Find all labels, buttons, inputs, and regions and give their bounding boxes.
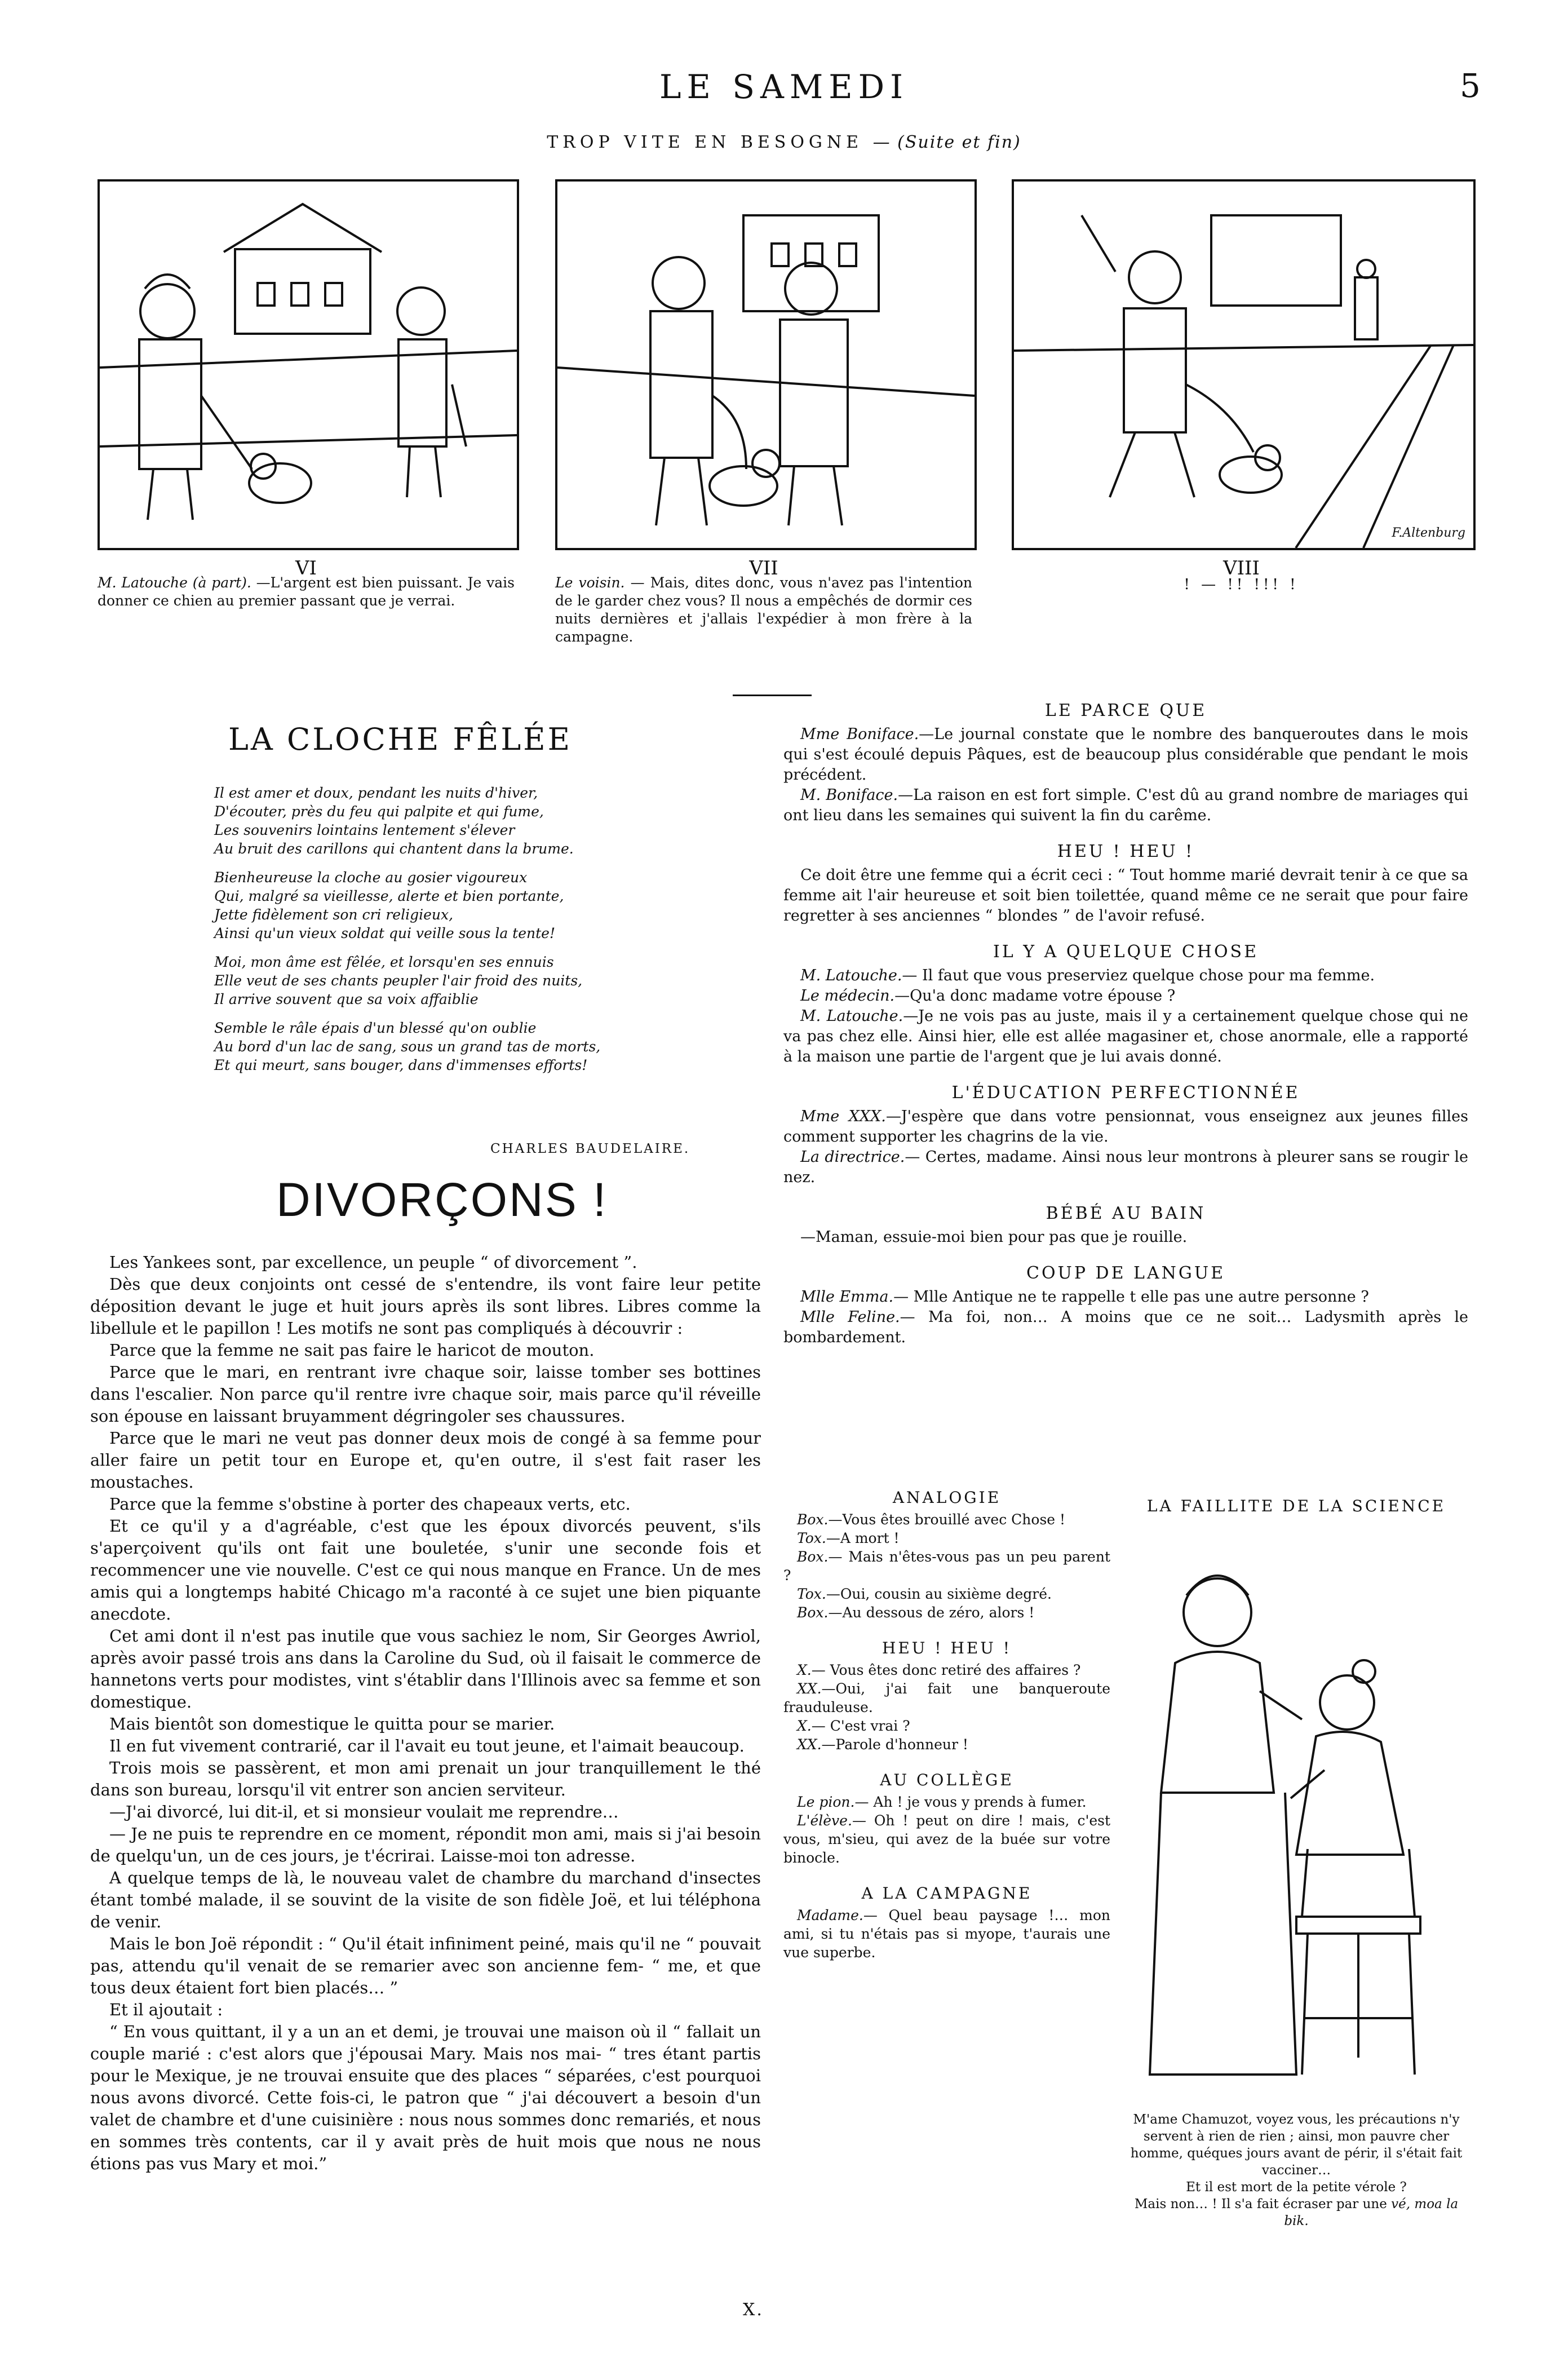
article-title: DIVORÇONS ! bbox=[276, 1173, 608, 1226]
panel-7-illustration bbox=[557, 182, 975, 548]
panel-8-caption: ! — !! !!! ! bbox=[1184, 576, 1299, 593]
page-number: 5 bbox=[1460, 67, 1481, 105]
comic-panel-7 bbox=[555, 179, 977, 550]
joke-title: BÉBÉ AU BAIN bbox=[1046, 1204, 1206, 1223]
article-signature: X. bbox=[743, 2300, 764, 2320]
comic-title-suffix: — (Suite et fin) bbox=[872, 132, 1021, 152]
comic-panel-8 bbox=[1012, 179, 1476, 550]
panel-7-number: VII bbox=[749, 557, 778, 580]
comic-signature: F.Altenburg bbox=[1392, 526, 1465, 540]
panel-7-speaker: Le voisin. bbox=[555, 574, 625, 591]
panel-8-illustration bbox=[1014, 182, 1473, 548]
jokes-column: LE PARCE QUE Mme Boniface.—Le journal constate que le nombre des banqueroutes dans le mois qui s'est écoulé depuis Pâques, est de beaucoup plus considérable que pendant le mois précédent. M. Boniface.—La raison en est fort simple. C'est dû au grand nombre de mariages qui ont lieu dans les semaines qui suivent la fin du carême. HEU ! HEU ! Ce doit être une femme qui a écrit ceci : “ Tout homme marié devrait tenir à ce que sa femme ait l'air heureuse et soit bien toilettée, quand même ce ne serait que pour faire regretter à ses anciennes “ blondes ” de l'avoir refusé. IL Y A QUELQUE CHOSE M. Latouche.— Il faut que vous preserviez quelque chose pour ma femme. Le médecin.—Qu'a donc madame votre épouse ? M. Latouche.—Je ne vois pas au juste, mais il y a certainement quelque chose qui ne va pas chez elle. Ainsi hier, elle est allée magasiner et, chose anormale, elle a rapporté à la maison une partie de l'argent que je lui avais donné. L'ÉDUCATION PERFECTIONNÉE Mme XXX.—J'espère que dans votre pensionnat, vous enseignez aux jeunes filles comment supporter les chagrins de la vie. La directrice.— Certes, madame. Ainsi nous leur montrons à pleurer sans se rougir le nez. BÉBÉ AU BAIN —Maman, essuie-moi bien pour pas que je rouille. COUP DE LANGUE Mlle Emma.— Mlle Antique ne te rappelle t elle pas une autre personne ? Mlle Feline.— Ma foi, non… A moins que ce ne soit… Ladysmith après le bombardement. bbox=[783, 701, 1468, 1346]
faillite-title: LA FAILLITE DE LA SCIENCE bbox=[1146, 1497, 1446, 1515]
panel-6-illustration bbox=[100, 182, 517, 548]
joke-title: AU COLLÈGE bbox=[880, 1771, 1014, 1789]
panel-6-number: VI bbox=[295, 557, 317, 580]
article-body: Les Yankees sont, par excellence, un peuple “ of divorcement ”. Dès que deux conjoints ont cessé de s'entendre, ils vont faire leur petite déposition devant le juge et huit jours après ils sont libres. Libres comme la libellule et le papillon ! Les motifs ne sont pas compliqués à découvrir : Parce que la femme ne sait pas faire le haricot de mouton. Parce que le mari, en rentrant ivre chaque soir, laisse tomber ses bottines dans l'escalier. Non parce qu'il rentre ivre chaque soir, mais parce qu'il réveille son épouse en laissant bruyamment dégringoler ses chaussures. Parce que le mari ne veut pas donner deux mois de congé à sa femme pour aller faire un petit tour en Europe et, qu'en outre, il s'est fait raser les moustaches. Parce que la femme s'obstine à porter des chapeaux verts, etc. Et ce qu'il y a d'agréable, c'est que les époux divorcés peuvent, s'ils s'aperçoivent qu'ils ont fait une bouletée, s'unir une seconde fois et recommencer une vie nouvelle. C'est ce qui nous manque en France. Un de mes amis qui a longtemps habité Chicago m'a raconté à ce sujet une bien piquante anecdote. Cet ami dont il n'est pas inutile que vous sachiez le nom, Sir Georges Awriol, après avoir passé trois ans dans la Caroline du Sud, où il faisait le commerce de hannetons verts pour modistes, vint s'établir dans l'Illinois avec sa femme et son domestique. Mais bientôt son domestique le quitta pour se marier. Il en fut vivement contrarié, car il l'avait eu tout jeune, et l'aimait beaucoup. Trois mois se passèrent, et mon ami prenait un jour tranquillement le thé dans son bureau, lorsqu'il vit entrer son ancien serviteur. —J'ai divorcé, lui dit-il, et si monsieur voulait me reprendre… — Je ne puis te reprendre en ce moment, répondit mon ami, mais si j'ai besoin de quelqu'un, un de ces jours, je t'écrirai. Laisse-moi ton adresse. A quelque temps de là, le nouveau valet de chambre du marchand d'insectes étant tombé malade, il se souvint de la visite de son fidèle Joë, et lui téléphona de venir. Mais le bon Joë répondit : “ Qu'il était infiniment peiné, mais qu'il ne “ pouvait pas, attendu qu'il venait de se remarier avec son ancienne fem- “ me, et que tous deux étaient fort bien placés… ” Et il ajoutait : “ En vous quittant, il y a un an et demi, je trouvai une maison où il “ fallait un couple marié : c'est alors que j'épousai Mary. Mais nos mai- “ tres étant partis pour le Mexique, je ne trouvai ensuite que des places “ séparées, c'est pourquoi nous avons divorcé. Cette fois-ci, le patron que “ j'ai découvert a besoin d'un valet de chambre et d'une cuisinière : nous nous sommes donc remariés, et nous en sommes très contents, car il y avait près de huit mois que nous ne nous étions pas vus Mary et moi.” bbox=[90, 1253, 761, 2173]
joke-title: L'ÉDUCATION PERFECTIONNÉE bbox=[951, 1083, 1300, 1103]
faillite-illustration bbox=[1122, 1533, 1471, 2103]
short-jokes-column: ANALOGIE Box.—Vous êtes brouillé avec Chose ! Tox.—A mort ! Box.— Mais n'êtes-vous pas un peu parent ? Tox.—Oui, cousin au sixième degré. Box.—Au dessous de zéro, alors ! HEU ! HEU ! X.— Vous êtes donc retiré des affaires ? XX.—Oui, j'ai fait une banqueroute frauduleuse. X.— C'est vrai ? XX.—Parole d'honneur ! AU COLLÈGE Le pion.— Ah ! je vous y prends à fumer. L'élève.— Oh ! peut on dire ! mais, c'est vous, m'sieu, qui avez de la buée sur votre binocle. A LA CAMPAGNE Madame.— Quel beau paysage !… mon ami, si tu n'étais pas si myope, t'aurais une vue superbe. bbox=[783, 1488, 1110, 1961]
panel-8-number: VIII bbox=[1223, 557, 1260, 580]
poem-author: CHARLES BAUDELAIRE. bbox=[490, 1142, 690, 1156]
joke-title: HEU ! HEU ! bbox=[1057, 842, 1195, 861]
joke-title: HEU ! HEU ! bbox=[882, 1639, 1012, 1657]
joke-title: IL Y A QUELQUE CHOSE bbox=[993, 942, 1259, 962]
joke-title: A LA CAMPAGNE bbox=[861, 1884, 1033, 1903]
comic-title: TROP VITE EN BESOGNE — (Suite et fin) bbox=[547, 132, 1021, 152]
poem-title: LA CLOCHE FÊLÉE bbox=[228, 722, 573, 757]
panel-6-caption: M. Latouche (à part). —L'argent est bien puissant. Je vais donner ce chien au premier passant que je verrai. bbox=[98, 574, 515, 609]
comic-panel-6 bbox=[98, 179, 519, 550]
poem-stanza: Il est amer et doux, pendant les nuits d'hiver, D'écouter, près du feu qui palpite et qui fume, Les souvenirs lointains lentement s'élever Au bruit des carillons qui chantent dans la brume. bbox=[214, 785, 574, 857]
poem-stanza: Semble le râle épais d'un blessé qu'on oublie Au bord d'un lac de sang, sous un grand tas de morts, Et qui meurt, sans bouger, dans d'immenses efforts! bbox=[214, 1020, 601, 1073]
panel-7-caption: Le voisin. — Mais, dites donc, vous n'avez pas l'intention de le garder chez vous? Il nous a empêchés de dormir ces nuits dernières et j'allais l'expédier à mon frère à la campagne. bbox=[555, 574, 973, 645]
two-women-drawing bbox=[1122, 1533, 1471, 2103]
poem-stanza: Bienheureuse la cloche au gosier vigoureux Qui, malgré sa vieillesse, alerte et bien portante, Jette fidèlement son cri religieux, Ainsi qu'un vieux soldat qui veille sous la tente! bbox=[214, 869, 564, 941]
poem-stanza: Moi, mon âme est fêlée, et lorsqu'en ses ennuis Elle veut de ses chants peupler l'air froid des nuits, Il arrive souvent que sa voix affaiblie bbox=[214, 954, 583, 1007]
poem-body bbox=[214, 784, 699, 1085]
joke-title: ANALOGIE bbox=[892, 1488, 1002, 1507]
running-title: LE SAMEDI bbox=[659, 68, 909, 106]
panel-6-speaker: M. Latouche (à part). bbox=[98, 574, 251, 591]
joke-title: COUP DE LANGUE bbox=[1026, 1263, 1226, 1283]
joke-title: LE PARCE QUE bbox=[1044, 701, 1207, 720]
faillite-caption: M'ame Chamuzot, voyez vous, les précautions n'y servent à rien de rien ; ainsi, mon pauvre cher homme, quéques jours avant de périr, il s'était fait vacciner… Et il est mort de la petite vérole ? Mais non… ! Il s'a fait écraser par une vé, moa la bik. bbox=[1130, 2112, 1463, 2228]
